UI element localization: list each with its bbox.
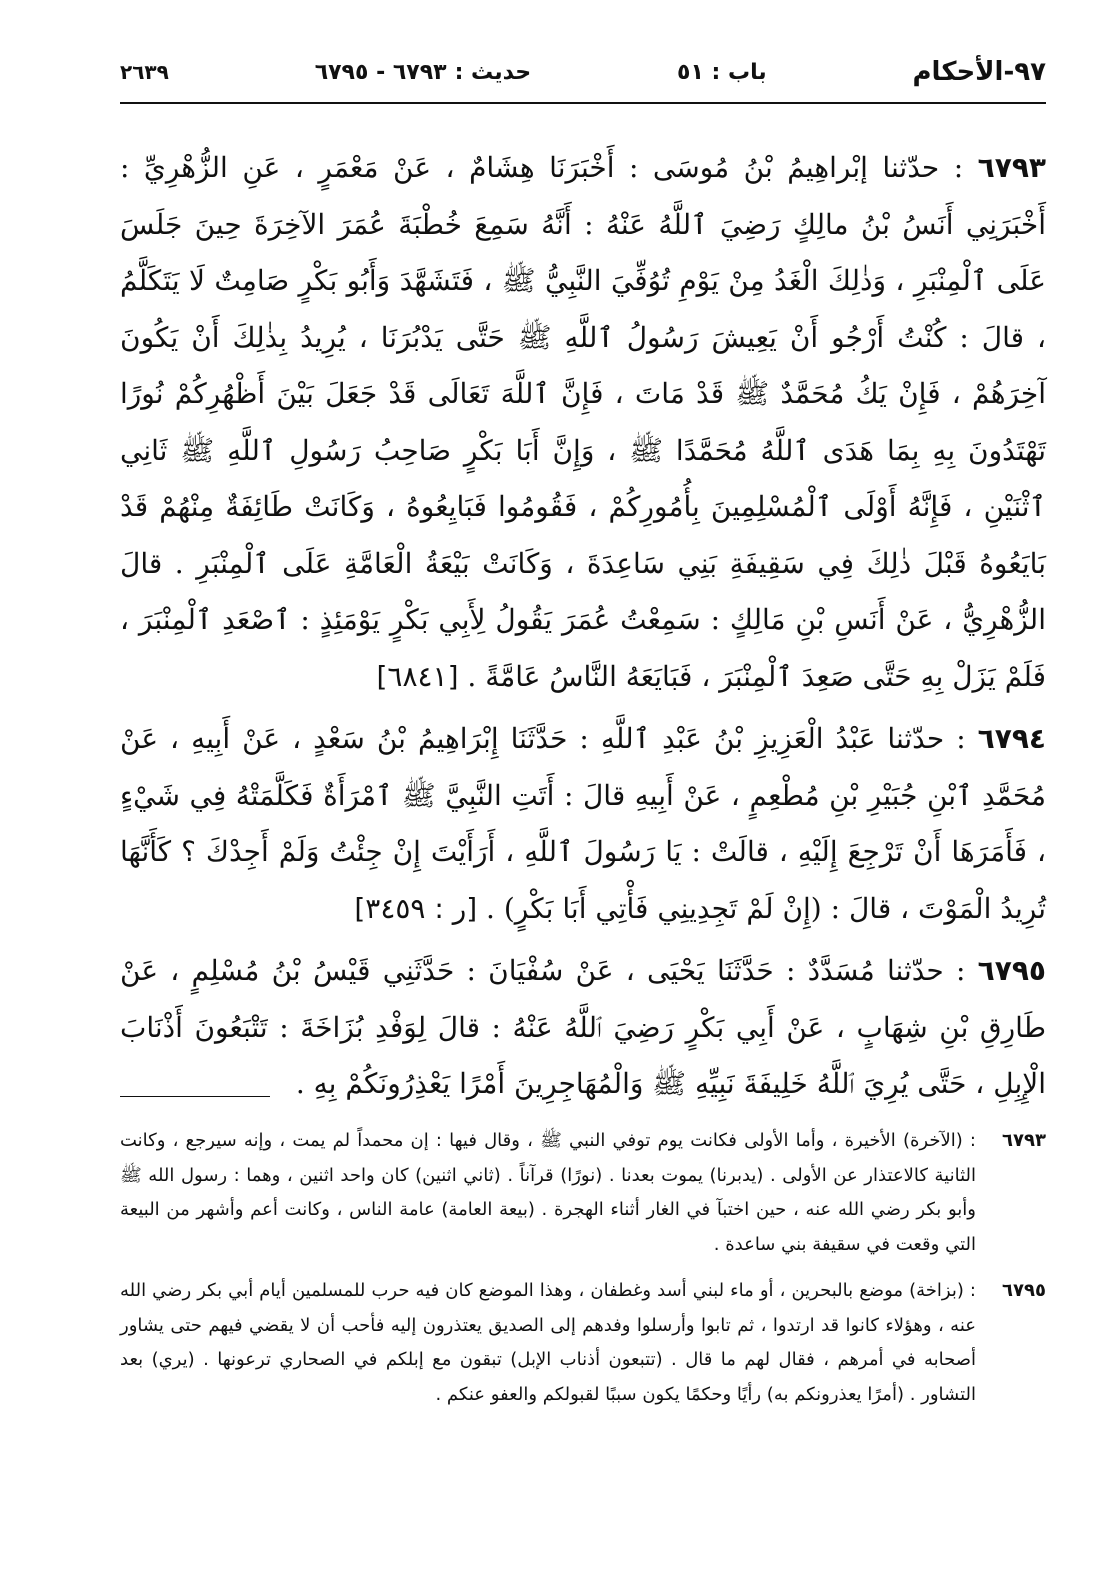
footnote-divider: [120, 1096, 270, 1097]
hadith-text: : حدّثنا عَبْدُ الْعَزِيزِ بْنُ عَبْدِ ٱللَّهِ : حَدَّثَنَا إِبْرَاهِيمُ بْنُ سَعْدٍ ، عَنْ أَبِيهِ ، عَنْ مُحَمَّدِ ٱبْنِ جُبَيْرِ بْنِ مُطْعِمٍ ، عَنْ أَبِيهِ قالَ : أَتَتِ النَّبِيَّ ﷺ ٱمْرَأَةٌ فَكَلَّمَتْهُ فِي شَيْءٍ ، فَأَمَرَهَا أَنْ تَرْجِعَ إِلَيْهِ ، قالَتْ : يَا رَسُولَ ٱللَّهِ ، أَرَأَيْتَ إِنْ جِئْتُ وَلَمْ أَجِدْكَ ؟ كَأَنَّهَا تُرِيدُ الْمَوْتَ ، قالَ : (إِنْ لَمْ تَجِدِينِي فَأْتِي أَبَا بَكْرٍ) .: [120, 722, 1046, 925]
footnotes: [120, 1124, 1046, 1424]
hadith-range-label: حديث :: [454, 59, 532, 85]
page-header: [120, 48, 1046, 104]
footnote-number: ٦٧٩٣: [1002, 1130, 1046, 1151]
hadith-6794: [120, 711, 1046, 937]
hadith-body: [120, 140, 1046, 1119]
cross-reference: [ر : ٣٤٥٩]: [354, 891, 478, 925]
footnote-6795: [120, 1274, 1046, 1412]
hadith-range-numbers: ٦٧٩٣ - ٦٧٩٥: [314, 59, 447, 85]
footnote-text: : (بزاخة) موضع بالبحرين ، أو ماء لبني أسد وغطفان ، وهذا الموضع كان فيه حرب للمسلمين أيام أبي بكر رضي الله عنه ، وهؤلاء كانوا قد ارتدوا ، ثم تابوا وأرسلوا وفدهم إلى الصديق يعتذرون إليه فأحب أن لا يقضي فيهم حتى يشاور أصحابه في أمرهم ، فقال لهم ما قال . (تتبعون أذناب الإبل) تبقون مع إبلكم في الصحاري ترعونها . (يري) بعد التشاور . (أمرًا يعذرونكم به) رأيًا وحكمًا يكون سببًا لقبولكم والعفو عنكم .: [120, 1280, 976, 1405]
footnote-6793: [120, 1124, 1046, 1262]
hadith-6795: [120, 943, 1046, 1113]
cross-reference: [٦٨٤١]: [376, 659, 459, 693]
book-title: ٩٧-الأحكام: [912, 57, 1046, 87]
hadith-number: ٦٧٩٣: [977, 151, 1046, 184]
footnote-text: : (الآخرة) الأخيرة ، وأما الأولى فكانت يوم توفي النبي ﷺ ، وقال فيها : إن محمداً لم يمت ، وإنه سيرجع ، وكانت الثانية كالاعتذار عن الأولى . (يدبرنا) يموت بعدنا . (نورًا) قرآناً . (ثاني اثنين) كان واحد اثنين ، وهما : رسول الله ﷺ وأبو بكر رضي الله عنه ، حين اختبآ في الغار أثناء الهجرة . (بيعة العامة) عامة الناس ، وكانت أعم وأشهر من البيعة التي وقعت في سقيفة بني ساعدة .: [120, 1130, 976, 1255]
footnote-number: ٦٧٩٥: [1002, 1280, 1046, 1301]
hadith-number: ٦٧٩٤: [977, 722, 1047, 755]
hadith-text: : حدّثنا مُسَدَّدٌ : حَدَّثَنَا يَحْيَى ، عَنْ سُفْيَانَ : حَدَّثَنِي قَيْسُ بْنُ مُسْلِمٍ ، عَنْ طَارِقِ بْنِ شِهَابٍ ، عَنْ أَبِي بَكْرٍ رَضِيَ ٱللَّهُ عَنْهُ : قالَ لِوَفْدِ بُزَاخَةَ : تَتْبَعُونَ أَذْنَابَ الْإِبِلِ ، حَتَّى يُرِيَ ٱللَّهُ خَلِيفَةَ نَبِيِّهِ ﷺ وَالْمُهَاجِرِينَ أَمْرًا يَعْذِرُونَكُمْ بِهِ .: [120, 954, 1046, 1100]
chapter-label: باب : ٥١: [677, 59, 767, 85]
hadith-text: : حدّثنا إبْراهِيمُ بْنُ مُوسَى : أَخْبَرَنَا هِشَامٌ ، عَنْ مَعْمَرٍ ، عَنِ الزُّهْرِيِّ : أَخْبَرَنِي أَنَسُ بْنُ مالِكٍ رَضِيَ ٱللَّهُ عَنْهُ : أَنَّهُ سَمِعَ خُطْبَةَ عُمَرَ الآخِرَةَ حِينَ جَلَسَ عَلَى ٱلْمِنْبَرِ ، وَذٰلِكَ الْغَدُ مِنْ يَوْمِ تُوُفِّيَ النَّبِيُّ ﷺ ، فَتَشَهَّدَ وَأَبُو بَكْرٍ صَامِتٌ لَا يَتَكَلَّمُ ، قالَ : كُنْتُ أَرْجُو أَنْ يَعِيشَ رَسُولُ ٱللَّهِ ﷺ حَتَّى يَدْبُرَنَا ، يُرِيدُ بِذٰلِكَ أَنْ يَكُونَ آخِرَهُمْ ، فَإِنْ يَكُ مُحَمَّدٌ ﷺ قَدْ مَاتَ ، فَإِنَّ ٱللَّهَ تَعَالَى قَدْ جَعَلَ بَيْنَ أَظْهُرِكُمْ نُورًا تَهْتَدُونَ بِهِ بِمَا هَدَى ٱللَّهُ مُحَمَّدًا ﷺ ، وَإِنَّ أَبَا بَكْرٍ صَاحِبُ رَسُولِ ٱللَّهِ ﷺ ثَانِي ٱثْنَيْنِ ، فَإِنَّهُ أَوْلَى ٱلْمُسْلِمِينَ بِأُمُورِكُمْ ، فَقُومُوا فَبَايِعُوهُ ، وَكَانَتْ طَائِفَةٌ مِنْهُمْ قَدْ بَايَعُوهُ قَبْلَ ذٰلِكَ فِي سَقِيفَةِ بَنِي سَاعِدَةَ ، وَكَانَتْ بَيْعَةُ الْعَامَّةِ عَلَى ٱلْمِنْبَرِ . قالَ الزُّهْرِيُّ ، عَنْ أَنَسِ بْنِ مَالِكٍ : سَمِعْتُ عُمَرَ يَقُولُ لِأَبِي بَكْرٍ يَوْمَئِذٍ : ٱصْعَدِ ٱلْمِنْبَرَ ، فَلَمْ يَزَلْ بِهِ حَتَّى صَعِدَ ٱلْمِنْبَرَ ، فَبَايَعَهُ النَّاسُ عَامَّةً .: [120, 151, 1046, 693]
page-number: ٢٦٣٩: [120, 60, 169, 84]
hadith-range: [315, 60, 531, 85]
hadith-6793: [120, 140, 1046, 705]
hadith-number: ٦٧٩٥: [977, 954, 1046, 987]
